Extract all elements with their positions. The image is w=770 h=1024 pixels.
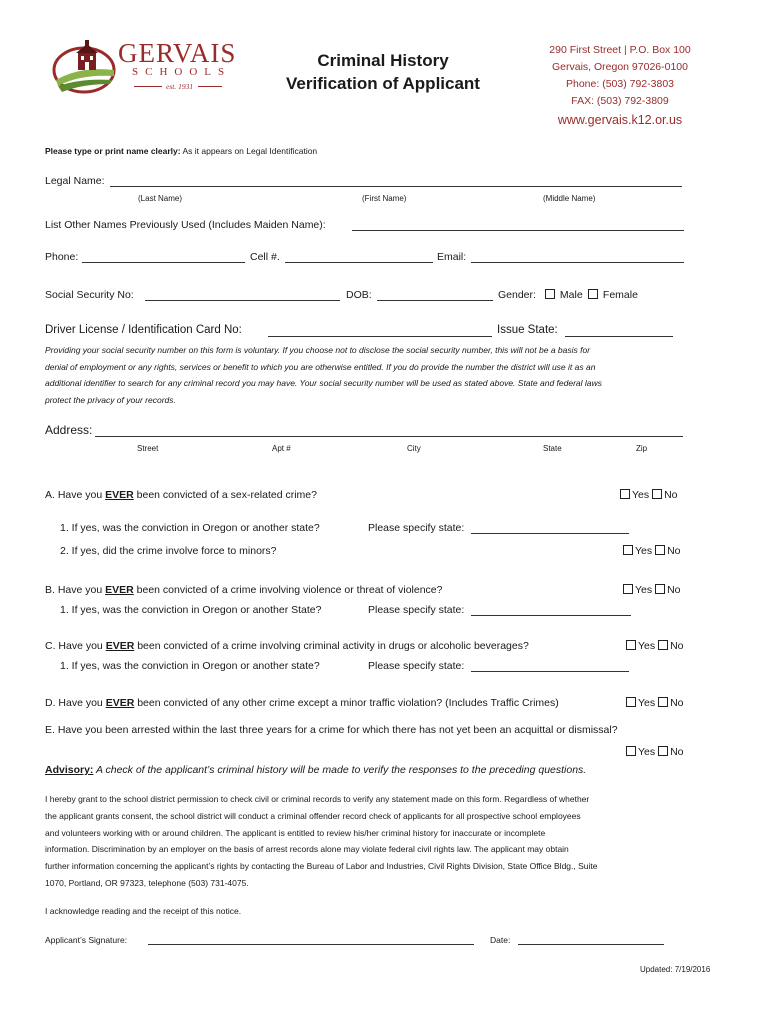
form-title-line1: Criminal History	[317, 51, 449, 70]
question-a2-no-checkbox[interactable]	[655, 545, 665, 555]
other-names-field[interactable]	[352, 230, 684, 231]
logo-rule	[134, 86, 162, 87]
address-label: Address:	[45, 423, 93, 437]
ever-emphasis: EVER	[105, 489, 134, 501]
consent-line: information. Discrimination by an employer on the basis of arrest records alone may violate federal civil rights law. The applicant may obtain	[45, 844, 569, 855]
street-caption: Street	[137, 444, 159, 453]
phone-label: Phone:	[45, 251, 79, 263]
question-b-prefix: B. Have you	[45, 584, 106, 596]
ever-emphasis: EVER	[105, 584, 134, 596]
form-title-line2: Verification of Applicant	[286, 74, 480, 93]
last-name-caption: (Last Name)	[138, 194, 183, 203]
dob-field[interactable]	[377, 300, 493, 301]
no-label: No	[670, 697, 684, 709]
yes-label: Yes	[638, 640, 656, 652]
ssn-notice-line: denial of employment or any rights, services or benefit to which you are otherwise entitled. If you do provide the number the district will use it as an	[45, 361, 596, 372]
question-c-prefix: C. Have you	[45, 640, 106, 652]
question-b-text: been convicted of a crime involving violence or threat of violence?	[133, 584, 443, 596]
question-d-prefix: D. Have you	[45, 697, 106, 709]
city-caption: City	[407, 444, 421, 453]
consent-line: I hereby grant to the school district permission to check civil or criminal records to verify any statement made on this form. Regardless of whether	[45, 794, 590, 804]
advisory-label: Advisory:	[45, 764, 94, 776]
acknowledgement: I acknowledge reading and the receipt of this notice.	[45, 906, 242, 916]
address-field[interactable]	[95, 436, 683, 437]
ssn-field[interactable]	[145, 300, 340, 301]
question-c1-state-field[interactable]	[471, 671, 629, 672]
gender-female-option[interactable]	[588, 289, 638, 302]
dob-label: DOB:	[346, 289, 372, 301]
no-label: No	[670, 640, 684, 652]
email-label: Email:	[437, 251, 467, 263]
yes-label: Yes	[638, 746, 656, 758]
question-a	[45, 489, 317, 502]
consent-line: and volunteers working with or around children. The applicant is entitled to review his/her criminal history for inaccurate or incomplete	[45, 827, 546, 838]
gender-label: Gender:	[498, 289, 536, 301]
ssn-notice	[45, 342, 735, 408]
date-field[interactable]	[518, 944, 664, 945]
question-b-no-checkbox[interactable]	[655, 584, 665, 594]
question-a2: 2. If yes, did the crime involve force to minors?	[60, 545, 277, 557]
updated-date: Updated: 7/19/2016	[640, 965, 711, 974]
legal-name-label: Legal Name:	[45, 175, 105, 187]
yes-label: Yes	[635, 584, 653, 596]
question-b-yes-checkbox[interactable]	[623, 584, 633, 594]
advisory	[45, 764, 586, 777]
consent-line: 1070, Portland, OR 97323, telephone (503) 731-4075.	[45, 877, 249, 888]
contact-website[interactable]: www.gervais.k12.or.us	[557, 113, 683, 127]
contact-city: Gervais, Oregon 97026-0100	[551, 61, 688, 73]
question-a-answer	[620, 489, 678, 502]
question-a2-yes-checkbox[interactable]	[623, 545, 633, 555]
male-checkbox[interactable]	[545, 289, 555, 299]
question-b	[45, 584, 442, 597]
instruction-line	[45, 145, 317, 158]
question-a-text: been convicted of a sex-related crime?	[133, 489, 317, 501]
yes-label: Yes	[638, 697, 656, 709]
consent-paragraph	[45, 791, 735, 892]
ssn-notice-line: Providing your social security number on this form is voluntary. If you choose not to disclose the social security number, this will not be a basis for	[45, 345, 591, 355]
contact-phone: Phone: (503) 792-3803	[566, 78, 674, 90]
advisory-text: A check of the applicant’s criminal history will be made to verify the responses to the preceding questions.	[93, 764, 587, 776]
contact-block	[530, 42, 710, 129]
question-d-answer	[626, 697, 684, 710]
email-field[interactable]	[471, 262, 684, 263]
question-b-answer	[623, 584, 681, 597]
apt-caption: Apt #	[272, 444, 291, 453]
question-b1: 1. If yes, was the conviction in Oregon or another State?	[60, 604, 322, 616]
gender-male-option[interactable]	[545, 289, 583, 302]
no-label: No	[667, 584, 681, 596]
question-b1-state-field[interactable]	[471, 615, 631, 616]
ssn-notice-line: protect the privacy of your records.	[45, 394, 176, 405]
question-d-text: been convicted of any other crime except a minor traffic violation? (Includes Traffic Crimes)	[134, 697, 559, 709]
instruction-bold: Please type or print name clearly:	[45, 146, 181, 156]
question-d-yes-checkbox[interactable]	[626, 697, 636, 707]
question-a2-answer	[623, 545, 681, 558]
yes-label: Yes	[632, 489, 650, 501]
question-c-answer	[626, 640, 684, 653]
logo-name: GERVAIS	[118, 38, 237, 68]
zip-caption: Zip	[636, 444, 648, 453]
question-e-yes-checkbox[interactable]	[626, 746, 636, 756]
question-c-yes-checkbox[interactable]	[626, 640, 636, 650]
cell-label: Cell #.	[250, 251, 280, 263]
contact-fax: FAX: (503) 792-3809	[571, 95, 669, 107]
phone-field[interactable]	[82, 262, 245, 263]
middle-name-caption: (Middle Name)	[543, 194, 596, 203]
question-c	[45, 640, 529, 653]
instruction-rest: As it appears on Legal Identification	[180, 146, 318, 156]
question-e-no-checkbox[interactable]	[658, 746, 668, 756]
logo-rule	[198, 86, 222, 87]
male-label: Male	[559, 289, 583, 301]
question-a-no-checkbox[interactable]	[652, 489, 662, 499]
question-d	[45, 697, 559, 710]
date-label: Date:	[490, 935, 511, 945]
female-label: Female	[602, 289, 638, 301]
question-a1: 1. If yes, was the conviction in Oregon or another state?	[60, 522, 320, 534]
first-name-caption: (First Name)	[362, 194, 407, 203]
state-caption: State	[543, 444, 562, 453]
consent-line: further information concerning the applicant’s rights by contacting the Bureau of Labor and Industries, Civil Rights Division, State Office Bldg., Suite	[45, 861, 598, 872]
no-label: No	[664, 489, 678, 501]
no-label: No	[670, 746, 684, 758]
issue-state-field[interactable]	[565, 336, 673, 337]
signature-field[interactable]	[148, 944, 474, 945]
question-a-yes-checkbox[interactable]	[620, 489, 630, 499]
logo-subtitle: SCHOOLS	[132, 66, 232, 78]
cell-field[interactable]	[285, 262, 433, 263]
question-c1: 1. If yes, was the conviction in Oregon or another state?	[60, 660, 320, 672]
driver-license-field[interactable]	[268, 336, 492, 337]
form-title	[268, 49, 498, 95]
consent-line: the applicant grants consent, the school district will conduct a criminal offender record check of applicants for all prospective school employees	[45, 810, 581, 821]
question-e: E. Have you been arrested within the last three years for a crime for which there has not yet been an acquittal or dismissal?	[45, 724, 618, 736]
question-a-prefix: A. Have you	[45, 489, 106, 501]
female-checkbox[interactable]	[588, 289, 598, 299]
other-names-label: List Other Names Previously Used (Includes Maiden Name):	[45, 219, 326, 231]
no-label: No	[667, 545, 681, 557]
specify-state-label: Please specify state:	[368, 522, 465, 534]
question-e-answer	[626, 746, 684, 759]
signature-label: Applicant’s Signature:	[45, 935, 128, 945]
ssn-label: Social Security No:	[45, 289, 134, 301]
question-a1-state-field[interactable]	[471, 533, 629, 534]
question-c-no-checkbox[interactable]	[658, 640, 668, 650]
specify-state-label: Please specify state:	[368, 660, 465, 672]
driver-license-label: Driver License / Identification Card No:	[45, 324, 242, 336]
specify-state-label: Please specify state:	[368, 604, 465, 616]
schoolhouse-logo-graphic	[50, 36, 120, 96]
logo-established: est. 1931	[166, 82, 194, 91]
school-logo	[50, 36, 235, 96]
legal-name-field[interactable]	[110, 186, 682, 187]
issue-state-label: Issue State:	[497, 324, 558, 336]
question-c-text: been convicted of a crime involving criminal activity in drugs or alcoholic beverages?	[134, 640, 529, 652]
ssn-notice-line: additional identifier to search for any criminal record you may have. Your social security number will be used as stated above. State and federal laws	[45, 378, 602, 389]
yes-label: Yes	[635, 545, 653, 557]
ever-emphasis: EVER	[105, 697, 135, 709]
ever-emphasis: EVER	[105, 640, 135, 652]
contact-address: 290 First Street | P.O. Box 100	[549, 44, 691, 56]
question-d-no-checkbox[interactable]	[658, 697, 668, 707]
